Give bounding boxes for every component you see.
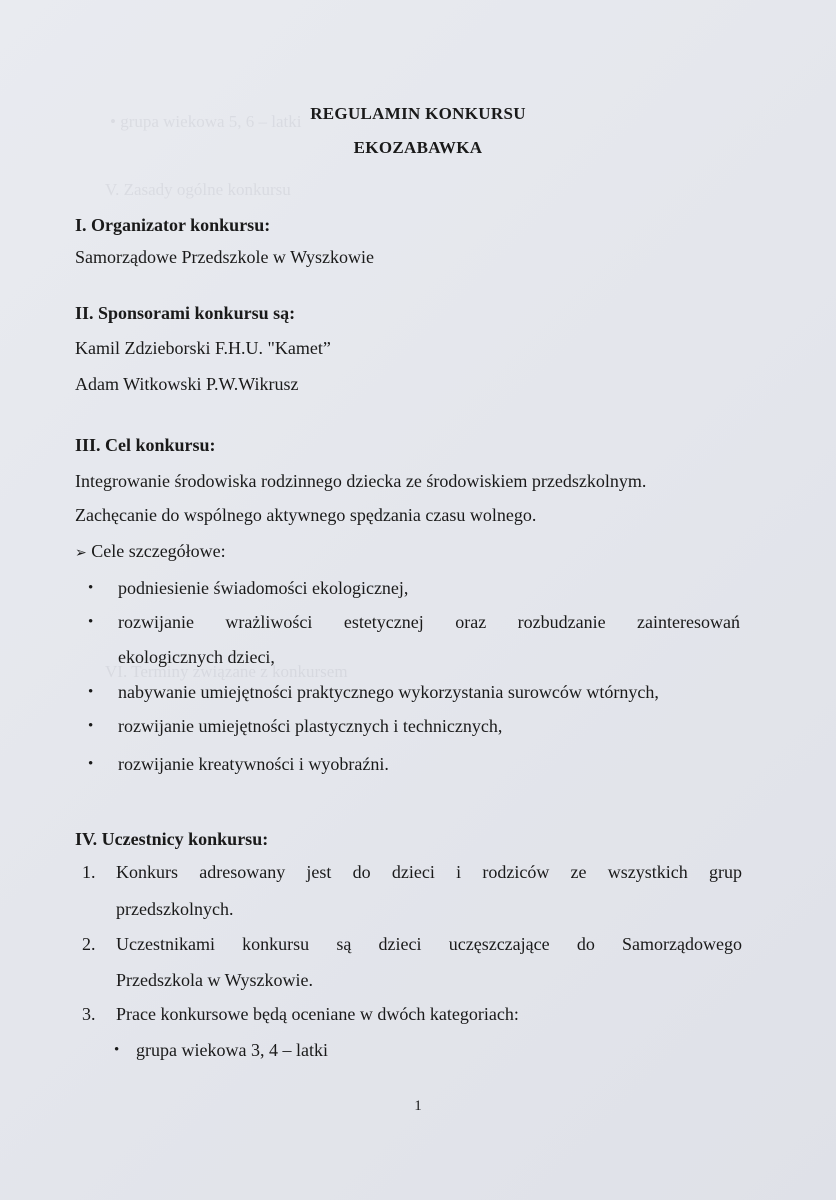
sponsor-1: Kamil Zdzieborski F.H.U. "Kamet” [75, 338, 331, 358]
page-number: 1 [414, 1098, 422, 1114]
show-through-text: VI. Terminy związane z konkursem [105, 662, 348, 681]
goal-bullet-3: nabywanie umiejętności praktycznego wykorzystania surowców wtórnych, [118, 682, 659, 702]
bullet-icon: • [88, 756, 94, 772]
bullet-icon: • [88, 684, 94, 700]
bullet-icon: • [114, 1042, 120, 1058]
goal-line-1: Integrowanie środowiska rodzinnego dziecka ze środowiskiem przedszkolnym. [75, 471, 647, 491]
show-through-text: V. Zasady ogólne konkursu [105, 180, 291, 199]
goal-bullet-4: rozwijanie umiejętności plastycznych i technicznych, [118, 716, 503, 736]
sponsor-2: Adam Witkowski P.W.Wikrusz [75, 374, 299, 394]
document-title: REGULAMIN KONKURSU [310, 104, 526, 123]
section-heading-goal: III. Cel konkursu: [75, 435, 216, 455]
section-heading-organizer: I. Organizator konkursu: [75, 215, 271, 235]
bullet-icon: • [88, 580, 94, 596]
section-heading-participants: IV. Uczestnicy konkursu: [75, 829, 269, 849]
section-heading-sponsors: II. Sponsorami konkursu są: [75, 303, 296, 323]
bullet-icon: • [88, 614, 94, 630]
goal-subheading-text: Cele szczegółowe: [91, 541, 226, 561]
item-number: 3. [82, 1004, 96, 1024]
participant-item-1: Konkurs adresowany jest do dzieci i rodziców ze wszystkich grup [116, 862, 742, 882]
participant-item-1-continuation: przedszkolnych. [116, 899, 234, 919]
item-number: 2. [82, 934, 96, 954]
show-through-text: • grupa wiekowa 5, 6 – latki [110, 112, 302, 131]
goal-line-2: Zachęcanie do wspólnego aktywnego spędzania czasu wolnego. [75, 505, 537, 525]
category-1: grupa wiekowa 3, 4 – latki [136, 1040, 328, 1060]
goal-subheading [75, 541, 226, 562]
goal-bullet-5: rozwijanie kreatywności i wyobraźni. [118, 754, 389, 774]
organizer-name: Samorządowe Przedszkole w Wyszkowie [75, 247, 374, 267]
document-subtitle: EKOZABAWKA [353, 138, 483, 157]
arrow-marker-icon: ➢ [75, 545, 87, 561]
bullet-icon: • [88, 718, 94, 734]
participant-item-3: Prace konkursowe będą oceniane w dwóch kategoriach: [116, 1004, 519, 1024]
participant-item-2-continuation: Przedszkola w Wyszkowie. [116, 970, 314, 990]
goal-bullet-2: rozwijanie wrażliwości estetycznej oraz rozbudzanie zainteresowań [118, 612, 740, 632]
participant-item-2: Uczestnikami konkursu są dzieci uczęszczające do Samorządowego [116, 934, 742, 954]
goal-bullet-2-continuation: ekologicznych dzieci, [118, 647, 275, 667]
item-number: 1. [82, 862, 96, 882]
goal-bullet-1: podniesienie świadomości ekologicznej, [118, 578, 409, 598]
